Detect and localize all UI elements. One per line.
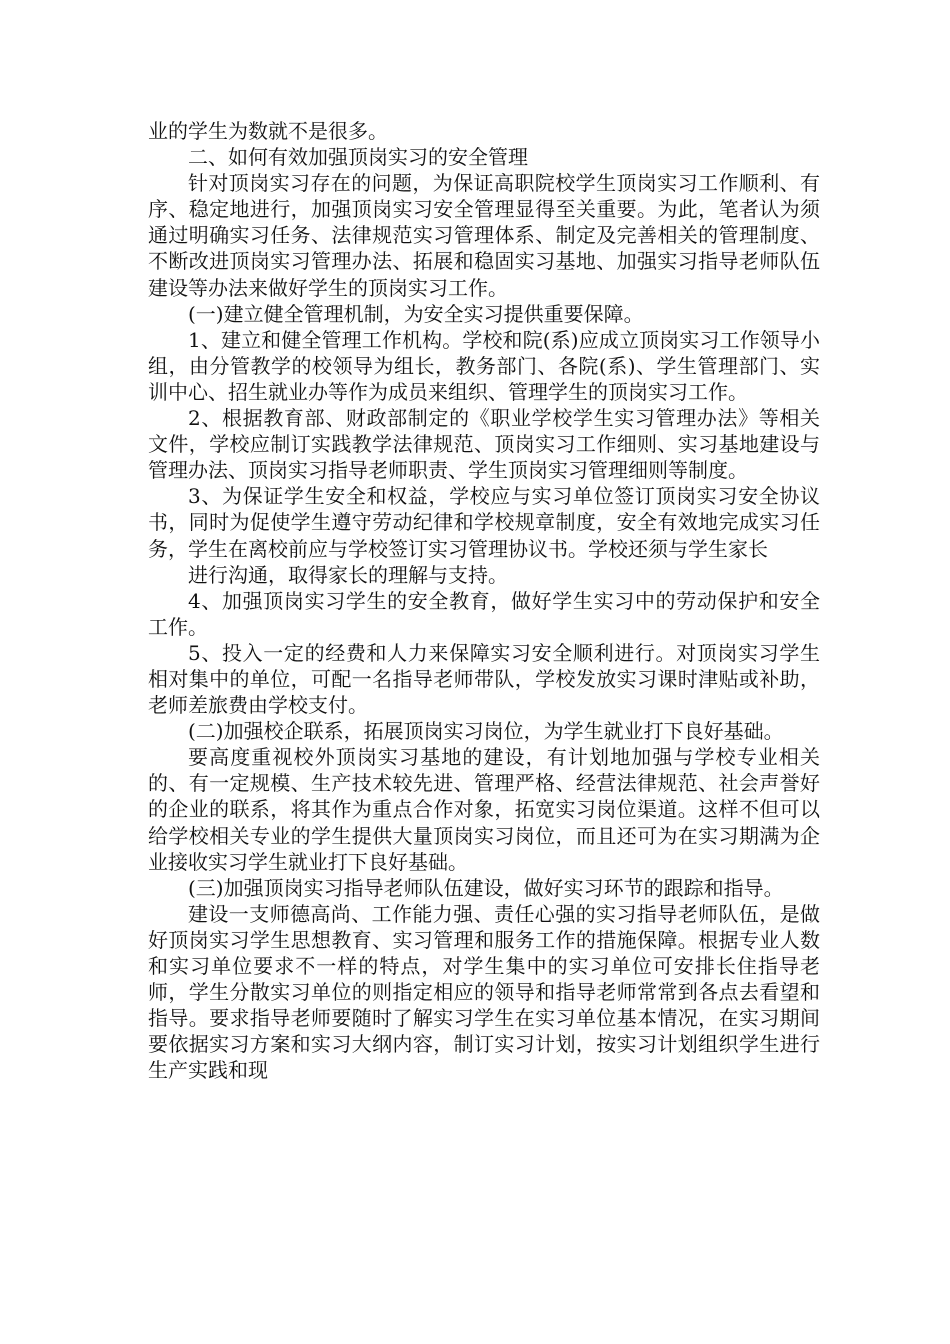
subsection-heading-1: (一)建立健全管理机制，为安全实习提供重要保障。 [188,301,644,326]
subsection-heading-2: (二)加强校企联系，拓展顶岗实习岗位，为学生就业打下良好基础。 [188,719,784,744]
paragraph-intro: 针对顶岗实习存在的问题，为保证高职院校学生顶岗实习工作顺利、有序、稳定地进行，加强顶岗实习安全管理显得至关重要。为此，笔者认为须通过明确实习任务、法律规范实习管理体系、制定及完善相关的管理制度、不断改进顶岗实习管理办法、拓展和稳固实习基地、加强实习指导老师队伍建设等办法来做好学生的顶岗实习工作。 [148,171,820,300]
list-item-1: 1、建立和健全管理工作机构。学校和院(系)应成立顶岗实习工作领导小组，由分管教学的校领导为组长，教务部门、各院(系)、学生管理部门、实训中心、招生就业办等作为成员来组织、管理学生的顶岗实习工作。 [148,327,820,404]
list-item-3: 3、为保证学生安全和权益，学校应与实习单位签订顶岗实习安全协议书，同时为促使学生遵守劳动纪律和学校规章制度，安全有效地完成实习任务，学生在离校前应与学校签订实习管理协议书。学校还须与学生家长 [148,484,820,561]
list-item-5: 5、投入一定的经费和人力来保障实习安全顺利进行。对顶岗实习学生相对集中的单位，可配一名指导老师带队，学校发放实习课时津贴或补助，老师差旅费由学校支付。 [148,640,820,718]
paragraph-continuation: 业的学生为数就不是很多。 [148,119,388,143]
list-item-2: 2、根据教育部、财政部制定的《职业学校学生实习管理办法》等相关文件，学校应制订实践教学法律规范、顶岗实习工作细则、实习基地建设与管理办法、顶岗实习指导老师职责、学生顶岗实习管理细则等制度。 [148,406,820,483]
document-body [148,118,820,1083]
subsection-heading-3: (三)加强顶岗实习指导老师队伍建设，做好实习环节的跟踪和指导。 [188,875,784,900]
section-heading-2: 二、如何有效加强顶岗实习的安全管理 [188,145,528,170]
paragraph-instructors: 建设一支师德高尚、工作能力强、责任心强的实习指导老师队伍，是做好顶岗实习学生思想教育、实习管理和服务工作的措施保障。根据专业人数和实习单位要求不一样的特点，对学生集中的实习单位可安排长住指导老师，学生分散实习单位的则指定相应的领导和指导老师常常到各点去看望和指导。要求指导老师要随时了解实习学生在实习单位基本情况，在实习期间要依据实习方案和实习大纲内容，制订实习计划，按实习计划组织学生进行生产实践和现 [148,901,820,1083]
list-item-3-continued: 进行沟通，取得家长的理解与支持。 [188,562,508,587]
paragraph-enterprise: 要高度重视校外顶岗实习基地的建设，有计划地加强与学校专业相关的、有一定规模、生产技术较先进、管理严格、经营法律规范、社会声誉好的企业的联系，将其作为重点合作对象，拓宽实习岗位渠道。这样不但可以给学校相关专业的学生提供大量顶岗实习岗位，而且还可为在实习期满为企业接收实习学生就业打下良好基础。 [148,745,820,874]
list-item-4: 4、加强顶岗实习学生的安全教育，做好学生实习中的劳动保护和安全工作。 [148,588,820,639]
